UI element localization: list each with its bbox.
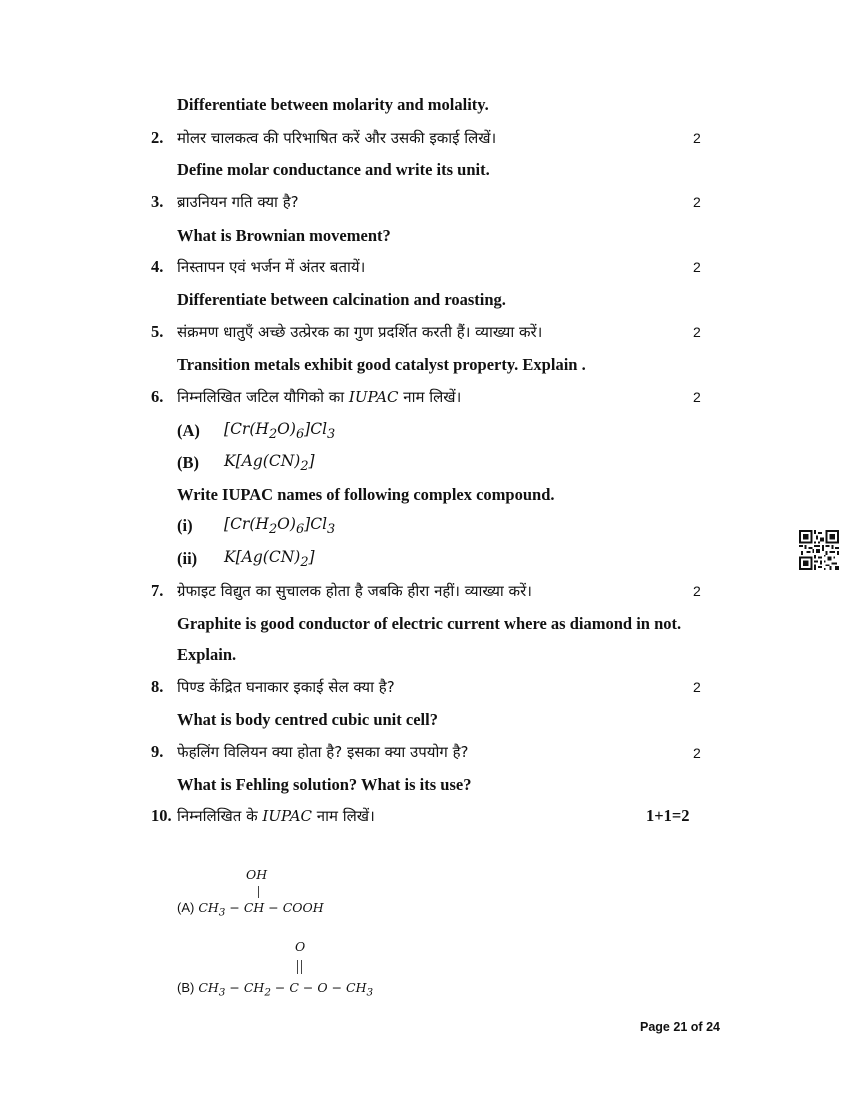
question-4-english: Differentiate between calcination and roasting.: [177, 290, 506, 309]
question-8-hindi: पिण्ड केंद्रित घनाकार इकाई सेल क्या है?: [177, 678, 395, 696]
question-5-number: 5.: [151, 322, 164, 341]
option-a-formula: $[Cr(H_2O)_6]Cl_3$: [224, 420, 336, 443]
question-4-marks: 2: [693, 259, 701, 275]
structure-a-formula: (A) $CH_3$ − CH − COOH: [177, 900, 324, 919]
question-2-marks: 2: [693, 130, 701, 146]
option-ii-formula: $K[Ag(CN)_2]$: [224, 548, 315, 571]
option-ii-label: (ii): [177, 549, 198, 568]
structure-b-double-bond-left: [297, 960, 298, 974]
question-10-hindi: निम्नलिखित के IUPAC नाम लिखें।: [177, 807, 375, 825]
option-b-label: (B): [177, 453, 199, 472]
structure-b-oxygen: O: [295, 939, 306, 954]
structure-b-double-bond-right: [301, 960, 302, 974]
page-number: 21: [673, 1020, 688, 1034]
question-7-number: 7.: [151, 581, 164, 600]
question-6-english: Write IUPAC names of following complex compound.: [177, 485, 555, 504]
page-footer: Page 21 of 24: [640, 1020, 720, 1034]
question-8-number: 8.: [151, 677, 164, 696]
option-i-formula: $[Cr(H_2O)_6]Cl_3$: [224, 515, 336, 538]
question-10-number: 10.: [151, 806, 172, 825]
question-6-number: 6.: [151, 387, 164, 406]
question-8-english: What is body centred cubic unit cell?: [177, 710, 438, 729]
iupac-term: IUPAC: [262, 807, 313, 825]
structure-b-formula: (B) $CH_3 - CH_2 - C - O - CH_3$: [177, 980, 374, 999]
question-9-english: What is Fehling solution? What is its use?: [177, 775, 472, 794]
question-6-marks: 2: [693, 389, 701, 405]
question-7-english-line1: Graphite is good conductor of electric current where as diamond in not.: [177, 614, 682, 633]
page-total: 24: [706, 1020, 720, 1034]
question-2-number: 2.: [151, 128, 164, 147]
qr-code-icon: [799, 530, 839, 570]
question-4-hindi: निस्तापन एवं भर्जन में अंतर बतायें।: [177, 258, 366, 276]
question-8-marks: 2: [693, 679, 701, 695]
option-i-label: (i): [177, 516, 193, 535]
question-6-hindi: निम्नलिखित जटिल यौगिको का IUPAC नाम लिखें।: [177, 388, 462, 406]
structure-a-oh: OH: [246, 867, 268, 882]
question-9-marks: 2: [693, 745, 701, 761]
question-1-english: Differentiate between molarity and molality.: [177, 95, 489, 114]
option-a-label: (A): [177, 421, 200, 440]
iupac-term: IUPAC: [348, 388, 399, 406]
question-4-number: 4.: [151, 257, 164, 276]
question-10-marks: 1+1=2: [646, 806, 690, 825]
question-3-hindi: ब्राउनियन गति क्या है?: [177, 193, 299, 211]
question-5-marks: 2: [693, 324, 701, 340]
option-b-formula: $K[Ag(CN)_2]$: [224, 452, 315, 475]
question-3-number: 3.: [151, 192, 164, 211]
structure-a-bond: [258, 886, 259, 898]
question-7-marks: 2: [693, 583, 701, 599]
question-3-marks: 2: [693, 194, 701, 210]
question-9-hindi: फेहलिंग विलियन क्या होता है? इसका क्या उपयोग है?: [177, 743, 469, 761]
question-5-hindi: संक्रमण धातुएँ अच्छे उत्प्रेरक का गुण प्रदर्शित करती हैं। व्याख्या करें।: [177, 323, 543, 341]
question-2-hindi: मोलर चालकत्व की परिभाषित करें और उसकी इकाई लिखें।: [177, 129, 497, 147]
question-3-english: What is Brownian movement?: [177, 226, 391, 245]
question-7-hindi: ग्रेफाइट विद्युत का सुचालक होता है जबकि हीरा नहीं। व्याख्या करें।: [177, 582, 532, 600]
question-2-english: Define molar conductance and write its unit.: [177, 160, 490, 179]
question-7-english-line2: Explain.: [177, 645, 237, 664]
question-5-english: Transition metals exhibit good catalyst property. Explain .: [177, 355, 586, 374]
question-9-number: 9.: [151, 742, 164, 761]
